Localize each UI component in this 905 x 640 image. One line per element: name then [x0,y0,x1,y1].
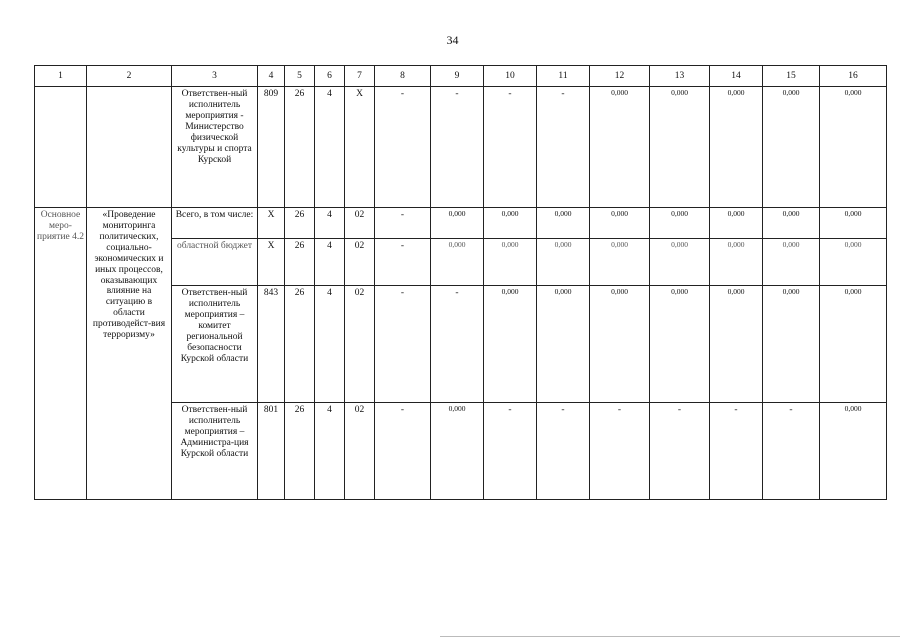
table-row [35,208,887,239]
table-cell: 0,000 [590,208,650,239]
column-header: 4 [258,66,285,87]
table-cell: 02 [345,239,375,286]
table-cell: 4 [315,208,345,239]
table-cell: 0,000 [710,208,763,239]
column-header: 11 [537,66,590,87]
table-cell: Х [345,87,375,208]
table-cell: 26 [285,87,315,208]
table-cell: 0,000 [820,286,887,403]
table-cell: 0,000 [537,239,590,286]
table-cell: 02 [345,286,375,403]
table-cell: - [590,403,650,500]
executor-cell: Ответствен-ный исполнитель мероприятия – Администра-ция Курской области [172,403,258,500]
column-header: 16 [820,66,887,87]
table-cell: 26 [285,239,315,286]
table-cell: - [375,403,431,500]
table-cell [87,87,172,208]
column-header: 15 [763,66,820,87]
table-cell: 0,000 [710,239,763,286]
table-cell: 0,000 [484,239,537,286]
table-cell: 26 [285,286,315,403]
table-cell: - [537,87,590,208]
table-cell: 02 [345,208,375,239]
table-cell: 26 [285,208,315,239]
table-cell: 0,000 [820,403,887,500]
table-cell: - [484,403,537,500]
table-cell: 02 [345,403,375,500]
column-header: 3 [172,66,258,87]
table-cell: Х [258,208,285,239]
activity-number-cell: Основное меро-приятие 4.2 [35,208,87,500]
table-cell: 0,000 [650,208,710,239]
table-cell: 0,000 [431,239,484,286]
table-cell: - [375,286,431,403]
table-cell: 0,000 [710,286,763,403]
table-cell: 4 [315,403,345,500]
executor-cell: Всего, в том числе: [172,208,258,239]
scan-artifact-line [440,636,900,637]
table-cell: 801 [258,403,285,500]
table-cell: - [710,403,763,500]
column-header: 14 [710,66,763,87]
table-cell: 0,000 [820,239,887,286]
executor-cell: Ответствен-ный исполнитель мероприятия – комитет региональной безопасности Курской области [172,286,258,403]
table-cell: - [375,239,431,286]
table-cell: 0,000 [590,286,650,403]
table-cell: Х [258,239,285,286]
table-cell: 809 [258,87,285,208]
column-header: 8 [375,66,431,87]
table-cell: 4 [315,239,345,286]
column-header: 1 [35,66,87,87]
column-header: 6 [315,66,345,87]
column-header: 2 [87,66,172,87]
table-cell: 0,000 [763,87,820,208]
table-cell: 0,000 [537,208,590,239]
table-cell: - [431,87,484,208]
table-cell: 26 [285,403,315,500]
activity-name-cell: «Проведение мониторинга политических, социально-экономических и иных процессов, оказывающих влияние на ситуацию в области противодейст-вия терроризму» [87,208,172,500]
table-cell: 0,000 [590,239,650,286]
executor-cell: Ответствен-ный исполнитель мероприятия - Министерство физической культуры и спорта Курской [172,87,258,208]
table-cell: - [763,403,820,500]
table-cell: 0,000 [710,87,763,208]
table-cell: 0,000 [820,87,887,208]
table-cell: 0,000 [431,403,484,500]
table-cell: 0,000 [484,286,537,403]
table-cell: 0,000 [590,87,650,208]
table-cell: - [375,87,431,208]
table-cell: 843 [258,286,285,403]
table-cell [35,87,87,208]
table-cell: 4 [315,286,345,403]
table-cell: - [650,403,710,500]
table-cell: 0,000 [763,286,820,403]
table-cell: 0,000 [763,239,820,286]
table-cell: - [431,286,484,403]
column-header: 10 [484,66,537,87]
table-cell: 4 [315,87,345,208]
column-header: 13 [650,66,710,87]
table-cell: 0,000 [763,208,820,239]
table-cell: 0,000 [431,208,484,239]
table-cell: 0,000 [820,208,887,239]
budget-table [34,65,887,500]
table-cell: - [375,208,431,239]
column-header: 9 [431,66,484,87]
column-number-row [35,66,887,87]
table-cell: 0,000 [537,286,590,403]
table-cell: - [484,87,537,208]
table-cell: 0,000 [650,87,710,208]
table-cell: - [537,403,590,500]
executor-cell: областной бюджет [172,239,258,286]
page-number: 34 [446,33,459,47]
column-header: 7 [345,66,375,87]
column-header: 5 [285,66,315,87]
table-row [35,87,887,208]
table-cell: 0,000 [650,286,710,403]
column-header: 12 [590,66,650,87]
table-cell: 0,000 [650,239,710,286]
table-cell: 0,000 [484,208,537,239]
